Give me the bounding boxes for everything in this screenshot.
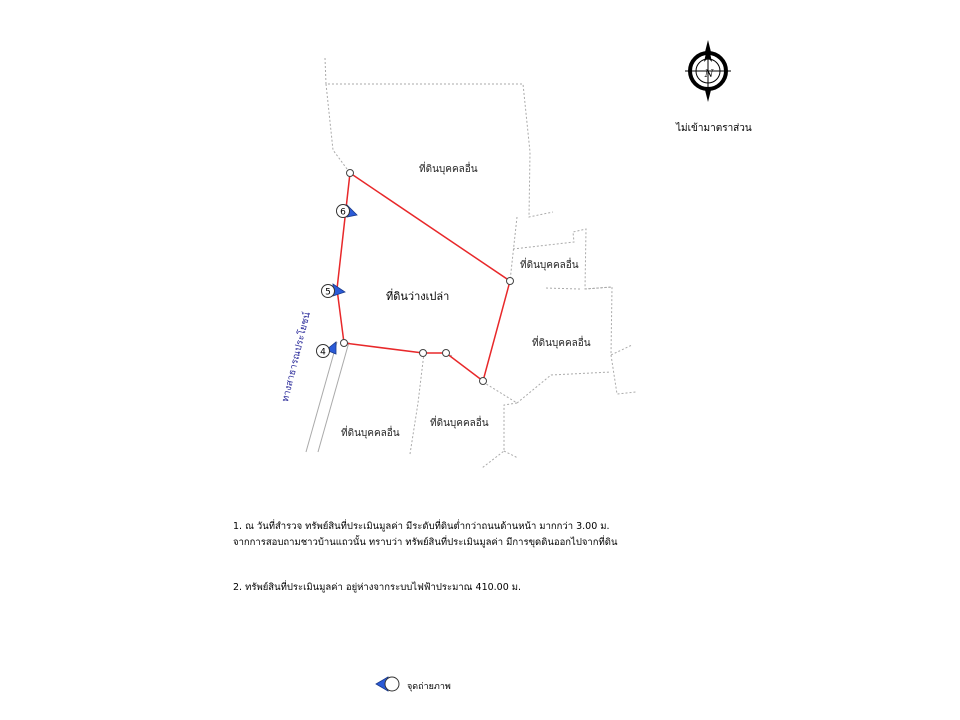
compass-letter: N bbox=[704, 69, 714, 80]
road-label: ทางสาธารณประโยชน์ bbox=[279, 310, 313, 404]
scale-note: ไม่เข้ามาตราส่วน bbox=[676, 123, 752, 134]
note-line-3: 2. ทรัพย์สินที่ประเมินมูลค่า อยู่ห่างจากระบบไฟฟ้าประมาณ 410.00 ม. bbox=[233, 582, 522, 593]
parcel-lines bbox=[325, 58, 636, 468]
north-arrow-icon bbox=[685, 40, 731, 102]
neighbor-label-north: ที่ดินบุคคลอื่น bbox=[419, 164, 478, 175]
photo-point-6[interactable] bbox=[337, 205, 358, 218]
photo-point-number: 4 bbox=[320, 347, 326, 358]
photo-point-number: 6 bbox=[340, 207, 346, 218]
note-line-2: จากการสอบถามชาวบ้านแถวนั้น ทราบว่า ทรัพย์สินที่ประเมินมูลค่า มีการขุดดินออกไปจากที่ดิน bbox=[233, 537, 618, 548]
neighbor-label-southwest: ที่ดินบุคคลอื่น bbox=[341, 428, 400, 439]
neighbor-label-east: ที่ดินบุคคลอื่น bbox=[532, 338, 591, 349]
legend-photo-marker-icon bbox=[376, 677, 399, 691]
neighbor-label-east-upper: ที่ดินบุคคลอื่น bbox=[520, 260, 579, 271]
neighbor-label-south: ที่ดินบุคคลอื่น bbox=[430, 418, 489, 429]
legend-label: จุดถ่ายภาพ bbox=[407, 682, 451, 692]
note-line-1: 1. ณ วันที่สำรวจ ทรัพย์สินที่ประเมินมูลค่า มีระดับที่ดินต่ำกว่าถนนด้านหน้า มากกว่า 3.00 ม. bbox=[233, 521, 610, 532]
photo-point-5[interactable] bbox=[322, 284, 346, 298]
subject-parcel-label: ที่ดินว่างเปล่า bbox=[386, 290, 450, 303]
photo-point-number: 5 bbox=[325, 287, 331, 298]
